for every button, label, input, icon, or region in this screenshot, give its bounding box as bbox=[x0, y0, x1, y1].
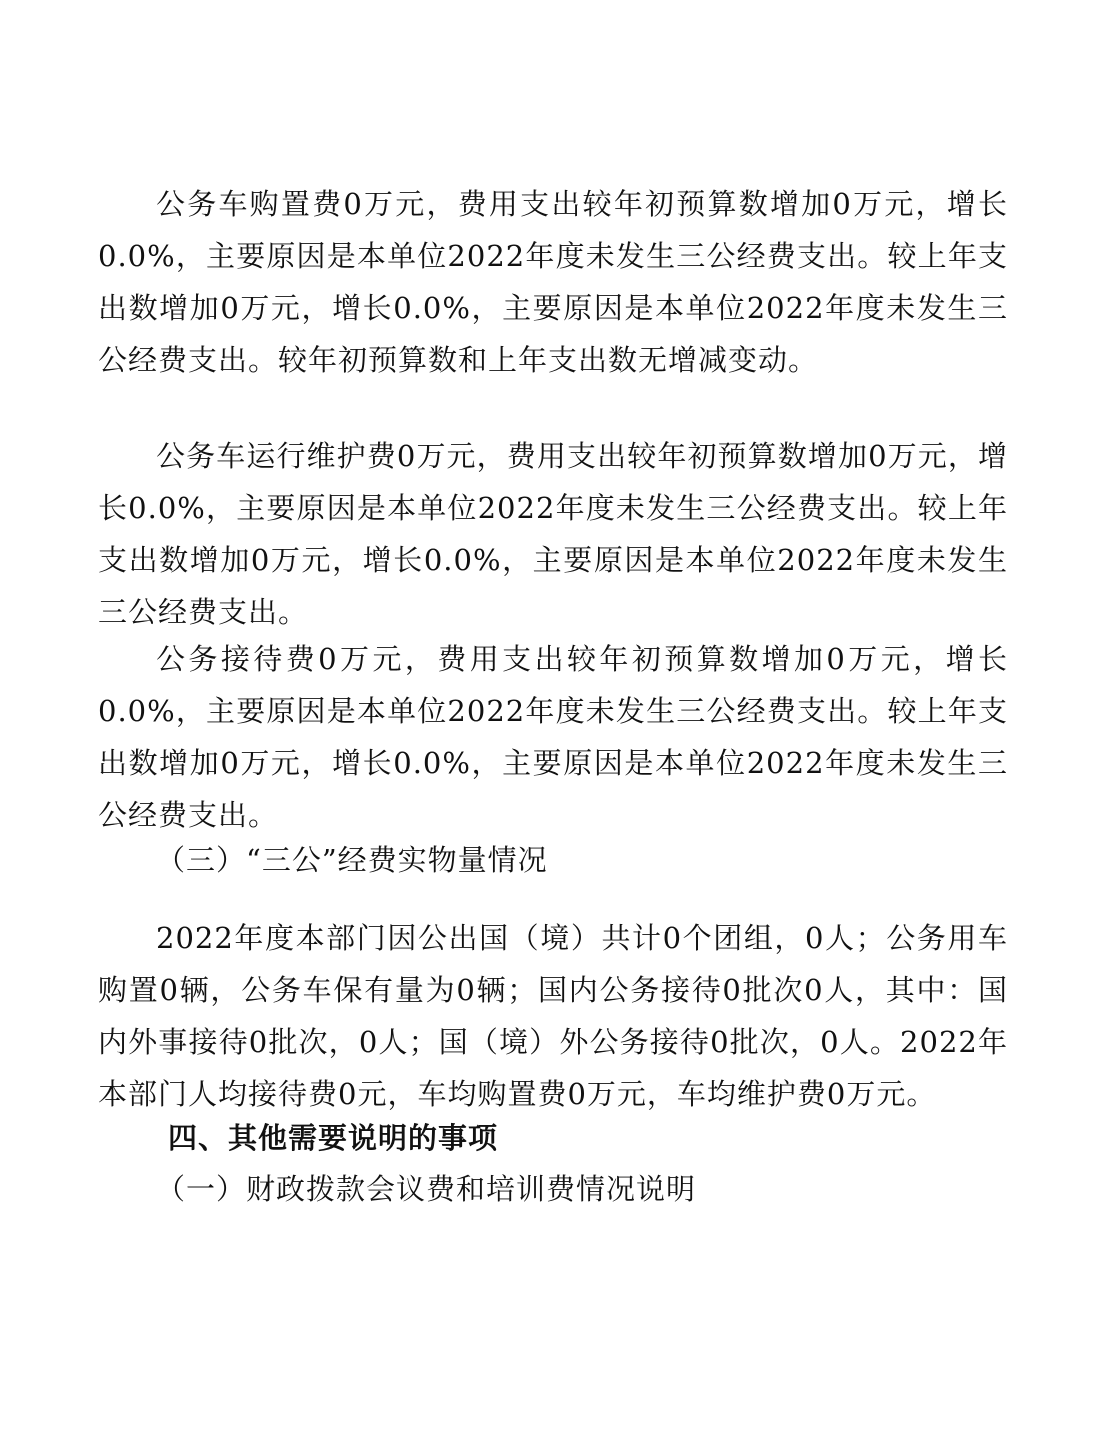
paragraph-vehicle-purchase: 公务车购置费0万元，费用支出较年初预算数增加0万元，增长0.0%，主要原因是本单位2022年度未发生三公经费支出。较上年支出数增加0万元，增长0.0%，主要原因是本单位2022年度未发生三公经费支出。较年初预算数和上年支出数无增减变动。 bbox=[98, 187, 1008, 377]
subheading-meeting-training: （一）财政拨款会议费和培训费情况说明 bbox=[156, 1172, 697, 1206]
paragraph-physical-quantity: 2022年度本部门因公出国（境）共计0个团组，0人；公务用车购置0辆，公务车保有量为0辆；国内公务接待0批次0人，其中：国内外事接待0批次，0人；国（境）外公务接待0批次，0人。2022年本部门人均接待费0元，车均购置费0万元，车均维护费0万元。 bbox=[98, 921, 1008, 1111]
subheading-three-public-quantity: （三）“三公”经费实物量情况 bbox=[156, 843, 548, 877]
section-heading-four: 四、其他需要说明的事项 bbox=[168, 1121, 499, 1155]
paragraph-reception: 公务接待费0万元，费用支出较年初预算数增加0万元，增长0.0%，主要原因是本单位2022年度未发生三公经费支出。较上年支出数增加0万元，增长0.0%，主要原因是本单位2022年度未发生三公经费支出。 bbox=[98, 642, 1008, 832]
paragraph-vehicle-maintenance: 公务车运行维护费0万元，费用支出较年初预算数增加0万元，增长0.0%，主要原因是本单位2022年度未发生三公经费支出。较上年支出数增加0万元，增长0.0%，主要原因是本单位2022年度未发生三公经费支出。 bbox=[98, 439, 1008, 629]
